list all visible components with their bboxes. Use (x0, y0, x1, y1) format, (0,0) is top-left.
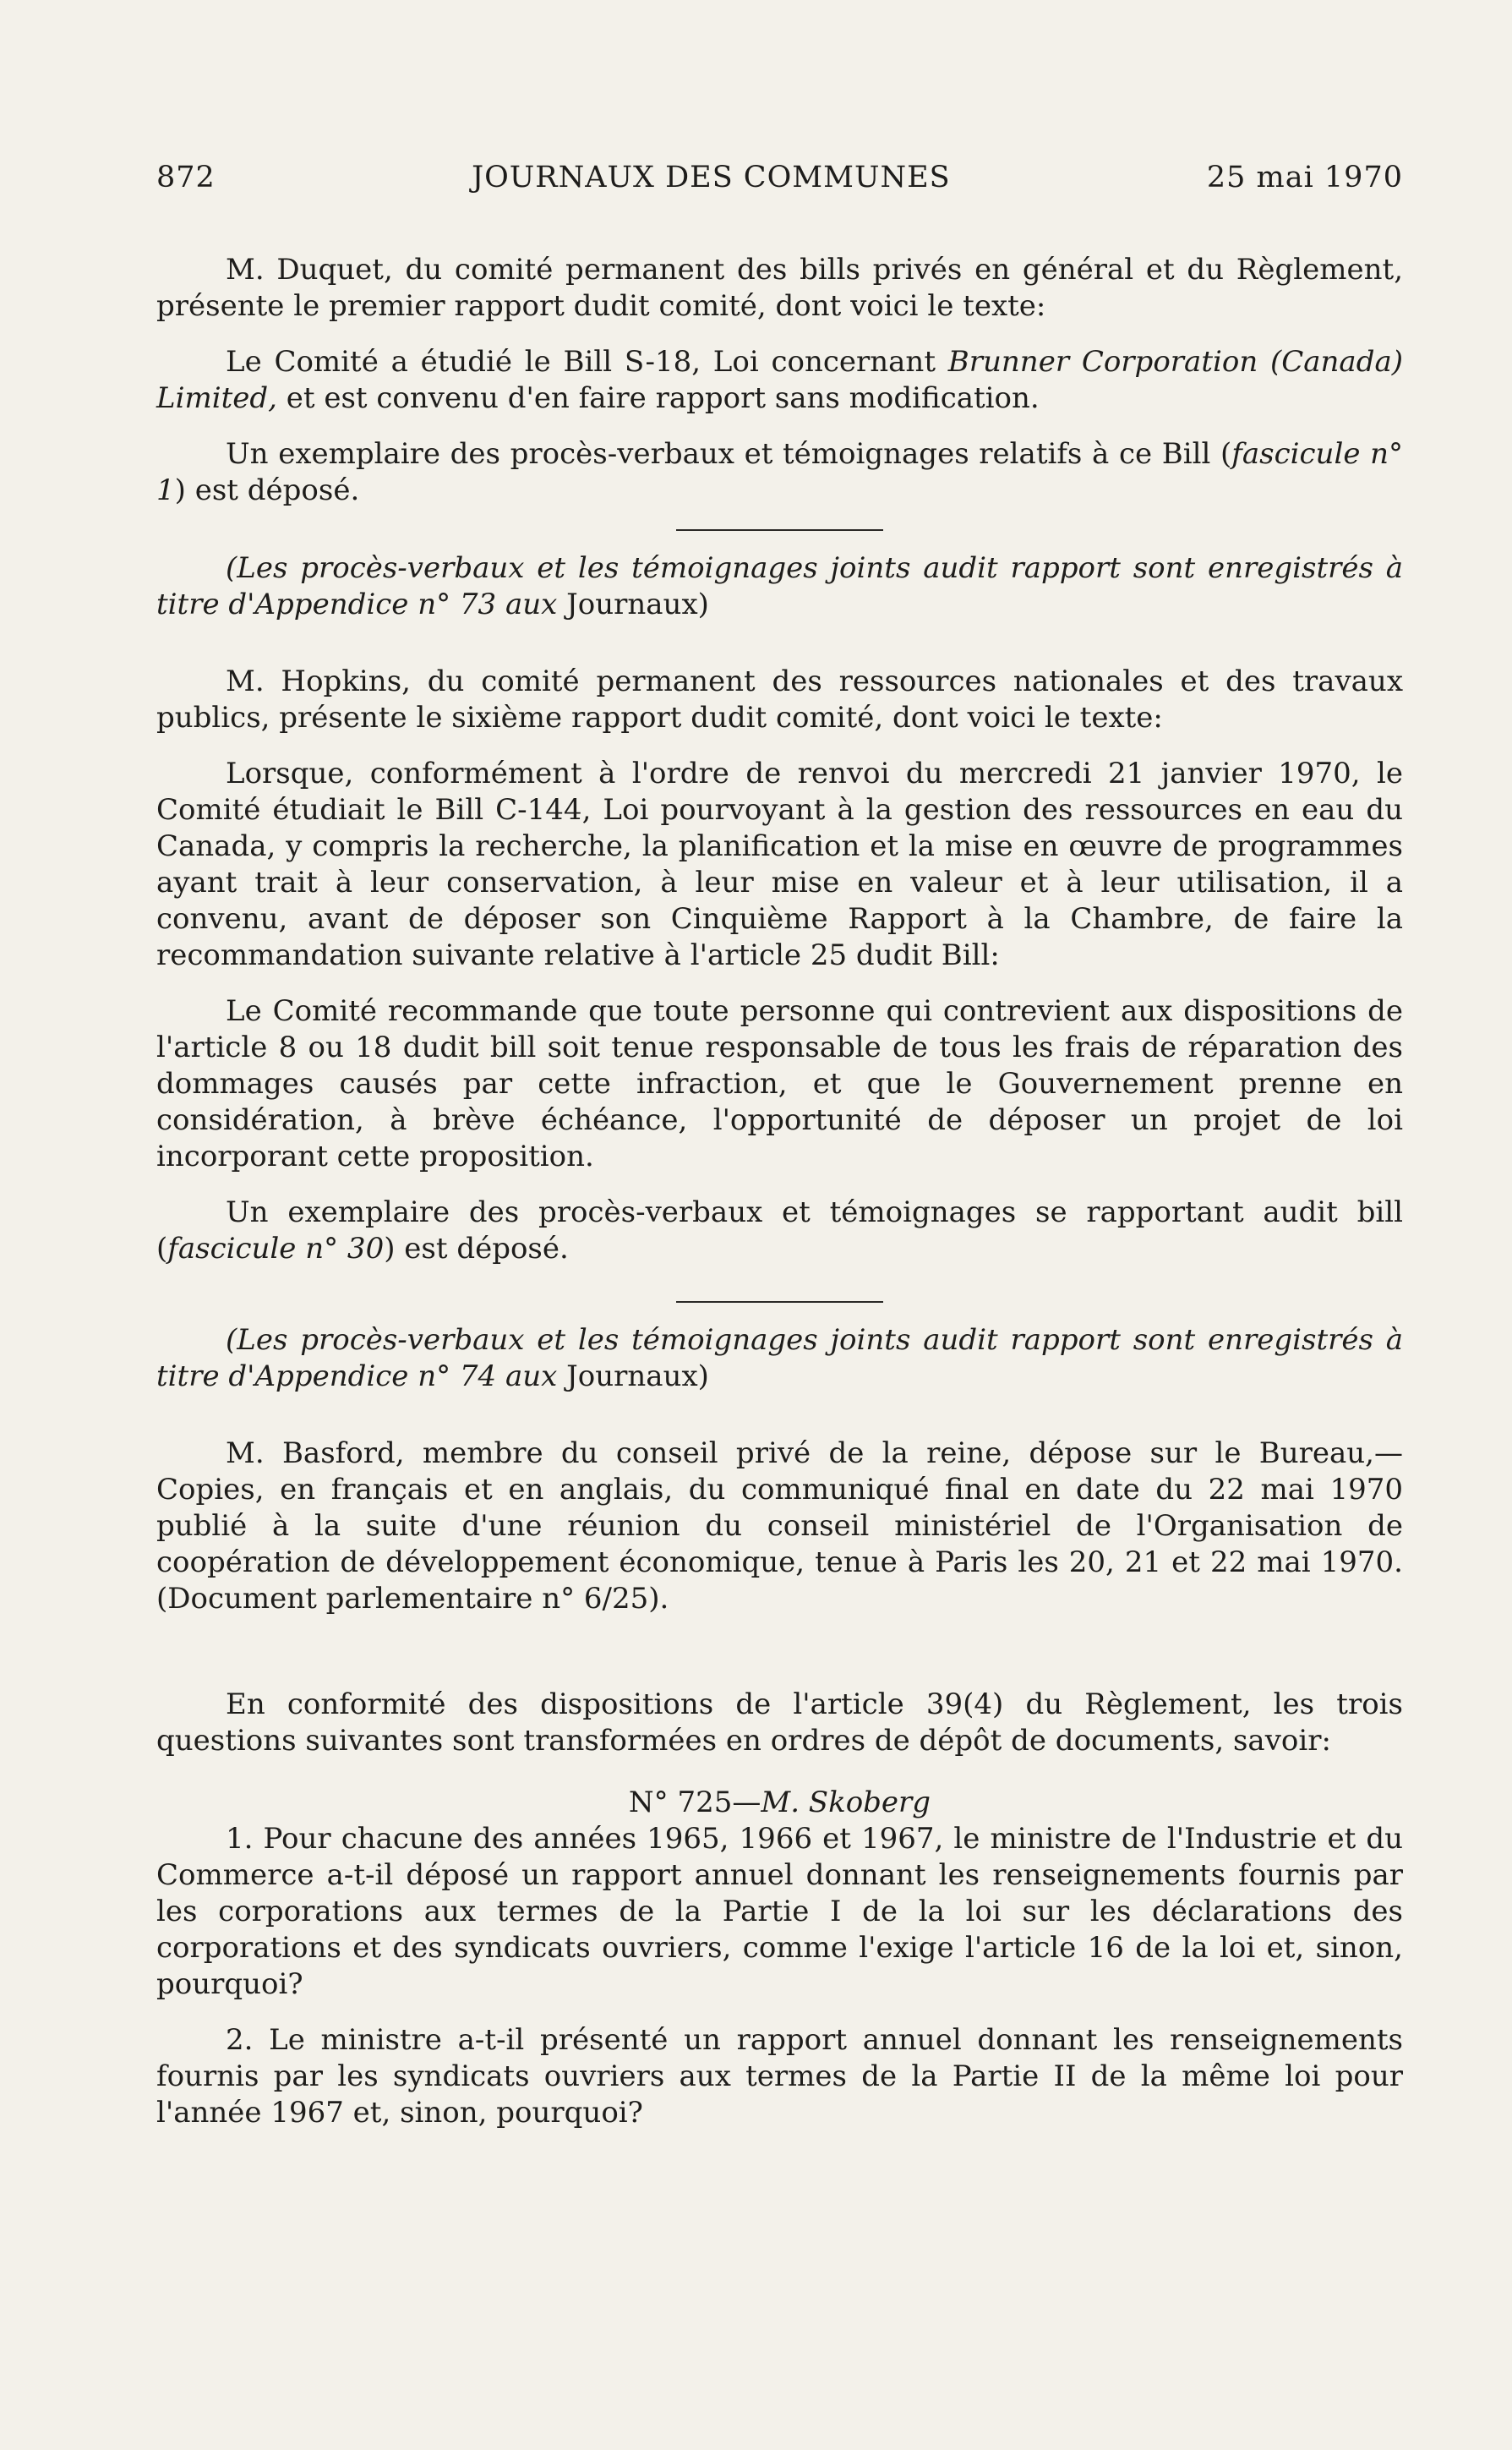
question-member: M. Skoberg (761, 1786, 931, 1819)
text-segment: Un exemplaire des procès-verbaux et témoignages relatifs à ce Bill ( (226, 437, 1232, 471)
paragraph-appendice-74 (156, 1322, 1403, 1395)
text-segment-italic: (Les procès-verbaux et les témoignages joints audit rapport sont enregistrés à titre d'Appendice n° 73 aux (156, 551, 1403, 621)
paragraph-hopkins-report: M. Hopkins, du comité permanent des ressources nationales et des travaux publics, présente le sixième rapport dudit comité, dont voici le texte: (156, 664, 1403, 735)
text-segment: Le Comité a étudié le Bill S-18, Loi concernant (226, 345, 948, 379)
paragraph-exemplaire-30 (156, 1195, 1403, 1267)
paragraph-article-39: En conformité des dispositions de l'article 39(4) du Règlement, les trois questions suivantes sont transformées en ordres de dépôt de documents, savoir: (156, 1687, 1403, 1758)
document-page (156, 161, 1403, 2131)
paragraph-bill-c144: Lorsque, conformément à l'ordre de renvoi du mercredi 21 janvier 1970, le Comité étudiait le Bill C-144, Loi pourvoyant à la gestion des ressources en eau du Canada, y compris la recherche, la planification et la mise en œuvre de programmes ayant trait à leur conservation, à leur mise en valeur et à leur utilisation, il a convenu, avant de déposer son Cinquième Rapport à la Chambre, de faire la recommandation suivante relative à l'article 25 dudit Bill: (156, 757, 1403, 972)
paragraph-basford-tabling: M. Basford, membre du conseil privé de la reine, dépose sur le Bureau,— Copies, en français et en anglais, du communiqué final en date du 22 mai 1970 publié à la suite d'une réunion du conseil ministériel de l'Organisation de coopération de développement économique, tenue à Paris les 20, 21 et 22 mai 1970. (Document parlementaire n° 6/25). (156, 1436, 1403, 1616)
paragraph-bill-s18 (156, 344, 1403, 417)
text-segment-italic: fascicule n° 1 (156, 437, 1403, 507)
page-date: 25 mai 1970 (1206, 161, 1403, 194)
page-number: 872 (156, 161, 216, 194)
text-segment-italic: fascicule n° 30 (167, 1232, 385, 1266)
text-segment-italic: (Les procès-verbaux et les témoignages joints audit rapport sont enregistrés à titre d'Appendice n° 74 aux (156, 1323, 1403, 1393)
question-item-2: 2. Le ministre a-t-il présenté un rapport annuel donnant les renseignements fournis par les syndicats ouvriers aux termes de la Partie II de la même loi pour l'année 1967 et, sinon, pourquoi? (156, 2023, 1403, 2130)
question-item-1: 1. Pour chacune des années 1965, 1966 et 1967, le ministre de l'Industrie et du Commerce a-t-il déposé un rapport annuel donnant les renseignements fournis par les corporations aux termes de la Partie I de la loi sur les déclarations des corporations et des syndicats ouvriers, comme l'exige l'article 16 de la loi et, sinon, pourquoi? (156, 1822, 1403, 2001)
text-segment: Un exemplaire des procès-verbaux et témoignages se rapportant audit bill ( (156, 1195, 1403, 1266)
paragraph-duquet-report: M. Duquet, du comité permanent des bills privés en général et du Règlement, présente le premier rapport dudit comité, dont voici le texte: (156, 253, 1403, 323)
question-number: N° 725— (628, 1786, 761, 1819)
section-divider (676, 1301, 883, 1303)
text-segment: et est convenu d'en faire rapport sans modification. (276, 381, 1040, 415)
journal-title: JOURNAUX DES COMMUNES (472, 161, 951, 194)
paragraph-appendice-73 (156, 550, 1403, 623)
text-segment: Journaux) (557, 1359, 709, 1393)
text-segment-italic: Brunner Corporation (Canada) Limited, (156, 345, 1403, 415)
text-segment: ) est déposé. (174, 473, 360, 507)
text-segment: Journaux) (557, 588, 709, 621)
question-heading (156, 1785, 1403, 1821)
paragraph-recommendation: Le Comité recommande que toute personne qui contrevient aux dispositions de l'article 8 ou 18 dudit bill soit tenue responsable de tous les frais de réparation des dommages causés par cette infraction, et que le Gouvernement prenne en considération, à brève échéance, l'opportunité de déposer un projet de loi incorporant cette proposition. (156, 994, 1403, 1173)
paragraph-exemplaire-1 (156, 436, 1403, 509)
text-segment: ) est déposé. (384, 1232, 569, 1266)
page-header (156, 161, 1403, 194)
section-divider (676, 529, 883, 531)
